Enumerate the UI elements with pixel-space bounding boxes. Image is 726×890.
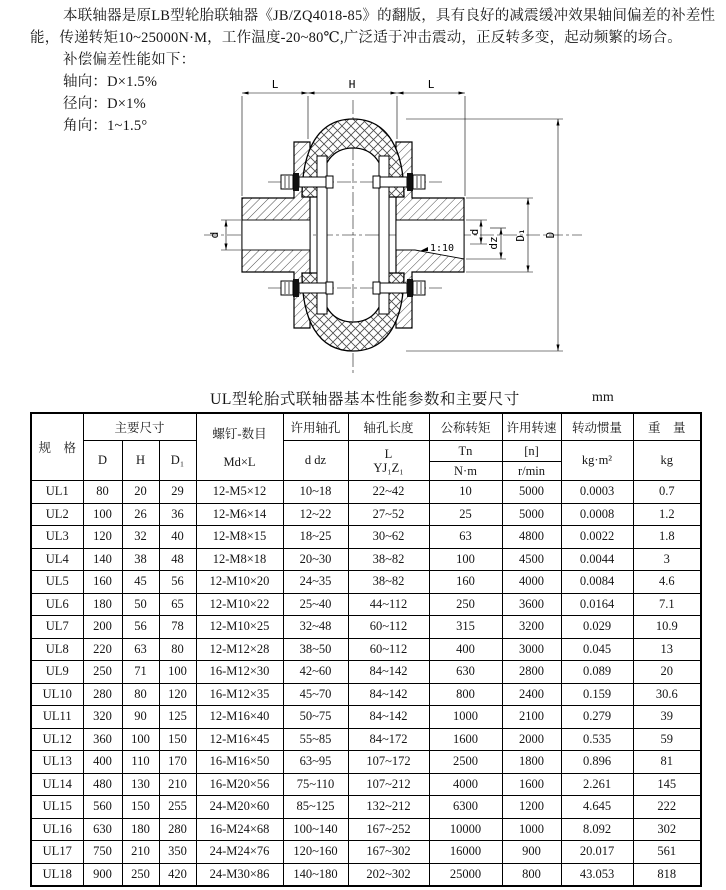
- header-D: D: [83, 441, 122, 481]
- table-cell: 12-M16×45: [196, 728, 283, 751]
- header-D1: D₁: [159, 441, 196, 481]
- table-cell: 180: [122, 818, 159, 841]
- table-cell: 315: [429, 616, 502, 639]
- table-cell: 350: [159, 841, 196, 864]
- table-cell: 1800: [502, 751, 561, 774]
- table-cell: 2800: [502, 661, 561, 684]
- table-cell: 3: [633, 548, 701, 571]
- table-cell: 0.0022: [561, 526, 633, 549]
- header-inertia-unit: kg·m²: [561, 441, 633, 481]
- table-cell: 222: [633, 796, 701, 819]
- table-cell: 45~70: [283, 683, 348, 706]
- table-cell: 4000: [502, 571, 561, 594]
- table-cell: 56: [159, 571, 196, 594]
- header-screws-sub: Md×L: [223, 455, 256, 469]
- table-cell: 255: [159, 796, 196, 819]
- row-spec: UL18: [31, 863, 83, 886]
- table-row: [31, 638, 701, 661]
- table-cell: 27~52: [348, 503, 429, 526]
- table-cell: 90: [122, 706, 159, 729]
- table-cell: 16-M12×35: [196, 683, 283, 706]
- table-cell: 16-M12×30: [196, 661, 283, 684]
- table-cell: 63: [122, 638, 159, 661]
- table-cell: 420: [159, 863, 196, 886]
- intro-line: 本联轴器是原LB型轮胎联轴器《JB/ZQ4018-85》的翻版，具有良好的减震缓冲效果轴间偏差的补差性: [63, 8, 716, 24]
- dim-label-D1: D₁: [514, 228, 527, 242]
- table-row: [31, 728, 701, 751]
- table-cell: 0.159: [561, 683, 633, 706]
- table-cell: 900: [83, 863, 122, 886]
- table-cell: 45: [122, 571, 159, 594]
- table-cell: 59: [633, 728, 701, 751]
- header-speed: 许用转速: [502, 413, 561, 441]
- table-cell: 302: [633, 818, 701, 841]
- table-cell: 20.017: [561, 841, 633, 864]
- table-cell: 630: [429, 661, 502, 684]
- table-cell: 140~180: [283, 863, 348, 886]
- table-cell: 16000: [429, 841, 502, 864]
- row-spec: UL8: [31, 638, 83, 661]
- table-cell: 130: [122, 773, 159, 796]
- table-cell: 630: [83, 818, 122, 841]
- table-body: [31, 481, 701, 887]
- table-cell: 22~42: [348, 481, 429, 504]
- table-cell: 12-M5×12: [196, 481, 283, 504]
- table-cell: 36: [159, 503, 196, 526]
- table-cell: 818: [633, 863, 701, 886]
- header-bore-length-YJZ: YJ₁Z₁: [373, 460, 404, 475]
- table-cell: 24-M30×86: [196, 863, 283, 886]
- table-cell: 32~48: [283, 616, 348, 639]
- table-cell: 0.279: [561, 706, 633, 729]
- header-bore-length-L: L: [384, 446, 393, 461]
- table-cell: 60~112: [348, 638, 429, 661]
- dim-label-d-right: d: [468, 228, 481, 236]
- table-cell: 200: [83, 616, 122, 639]
- table-cell: 120~160: [283, 841, 348, 864]
- table-cell: 80: [83, 481, 122, 504]
- table-cell: 800: [429, 683, 502, 706]
- table-cell: 18~25: [283, 526, 348, 549]
- table-cell: 20: [633, 661, 701, 684]
- table-row: [31, 818, 701, 841]
- dim-label-L-right: L: [427, 78, 435, 91]
- table-cell: 107~172: [348, 751, 429, 774]
- table-cell: 40: [159, 526, 196, 549]
- table-cell: 140: [83, 548, 122, 571]
- table-cell: 12-M12×28: [196, 638, 283, 661]
- angular-tolerance: 角向：1~1.5°: [63, 118, 148, 134]
- table-cell: 30.6: [633, 683, 701, 706]
- table-cell: 78: [159, 616, 196, 639]
- table-cell: 250: [429, 593, 502, 616]
- table-cell: 8.092: [561, 818, 633, 841]
- table-cell: 71: [122, 661, 159, 684]
- table-cell: 1000: [502, 818, 561, 841]
- header-weight: 重 量: [633, 413, 701, 441]
- table-cell: 84~142: [348, 661, 429, 684]
- table-cell: 7.1: [633, 593, 701, 616]
- table-cell: 50: [122, 593, 159, 616]
- table-cell: 2000: [502, 728, 561, 751]
- table-cell: 25~40: [283, 593, 348, 616]
- table-cell: 0.089: [561, 661, 633, 684]
- table-cell: 10~18: [283, 481, 348, 504]
- table-cell: 12-M8×15: [196, 526, 283, 549]
- table-cell: 250: [83, 661, 122, 684]
- row-spec: UL10: [31, 683, 83, 706]
- row-spec: UL7: [31, 616, 83, 639]
- row-spec: UL11: [31, 706, 83, 729]
- row-spec: UL3: [31, 526, 83, 549]
- table-cell: 250: [122, 863, 159, 886]
- table-cell: 6300: [429, 796, 502, 819]
- table-cell: 84~172: [348, 728, 429, 751]
- table-cell: 20~30: [283, 548, 348, 571]
- table-cell: 150: [159, 728, 196, 751]
- table-cell: 12-M16×40: [196, 706, 283, 729]
- table-cell: 43.053: [561, 863, 633, 886]
- table-cell: 400: [429, 638, 502, 661]
- table-cell: 12~22: [283, 503, 348, 526]
- table-cell: 10000: [429, 818, 502, 841]
- table-cell: 0.045: [561, 638, 633, 661]
- table-cell: 2400: [502, 683, 561, 706]
- table-cell: 25: [429, 503, 502, 526]
- table-cell: 16-M16×50: [196, 751, 283, 774]
- left-bore: [242, 220, 310, 250]
- row-spec: UL16: [31, 818, 83, 841]
- table-cell: 160: [83, 571, 122, 594]
- header-bore-length: 轴孔长度: [348, 413, 429, 441]
- row-spec: UL17: [31, 841, 83, 864]
- table-cell: 0.0008: [561, 503, 633, 526]
- table-cell: 24-M20×60: [196, 796, 283, 819]
- table-cell: 85~125: [283, 796, 348, 819]
- table-cell: 100: [429, 548, 502, 571]
- table-row: [31, 751, 701, 774]
- header-weight-unit: kg: [633, 441, 701, 481]
- table-row: [31, 593, 701, 616]
- table-cell: 4.6: [633, 571, 701, 594]
- table-row: [31, 863, 701, 886]
- coupling-section-diagram: [180, 75, 720, 380]
- row-spec: UL14: [31, 773, 83, 796]
- table-cell: 12-M10×22: [196, 593, 283, 616]
- table-unit: mm: [592, 390, 614, 405]
- table-cell: 0.0084: [561, 571, 633, 594]
- taper-label: 1:10: [430, 243, 455, 254]
- table-cell: 132~212: [348, 796, 429, 819]
- table-cell: 561: [633, 841, 701, 864]
- row-spec: UL4: [31, 548, 83, 571]
- table-cell: 900: [502, 841, 561, 864]
- dim-label-L-left: L: [271, 78, 279, 91]
- table-cell: 81: [633, 751, 701, 774]
- table-cell: 750: [83, 841, 122, 864]
- table-cell: 1600: [502, 773, 561, 796]
- table-cell: 800: [502, 863, 561, 886]
- table-cell: 100: [122, 728, 159, 751]
- table-row: [31, 616, 701, 639]
- header-torque: 公称转矩: [429, 413, 502, 441]
- table-cell: 60~112: [348, 616, 429, 639]
- header-inertia: 转动惯量: [561, 413, 633, 441]
- table-cell: 0.7: [633, 481, 701, 504]
- header-H: H: [122, 441, 159, 481]
- table-cell: 3000: [502, 638, 561, 661]
- table-cell: 26: [122, 503, 159, 526]
- table-cell: 38~82: [348, 548, 429, 571]
- row-spec: UL1: [31, 481, 83, 504]
- table-cell: 560: [83, 796, 122, 819]
- table-cell: 120: [83, 526, 122, 549]
- header-screws-label: 螺钉-数目: [212, 427, 267, 441]
- table-cell: 167~252: [348, 818, 429, 841]
- table-row: [31, 661, 701, 684]
- table-row: [31, 503, 701, 526]
- table-row: [31, 526, 701, 549]
- table-cell: 10: [429, 481, 502, 504]
- table-cell: 167~302: [348, 841, 429, 864]
- table-cell: 2500: [429, 751, 502, 774]
- table-cell: 29: [159, 481, 196, 504]
- table-cell: 75~110: [283, 773, 348, 796]
- parameters-table: [30, 412, 702, 887]
- table-cell: 38~82: [348, 571, 429, 594]
- table-cell: 145: [633, 773, 701, 796]
- table-cell: 56: [122, 616, 159, 639]
- table-row: [31, 571, 701, 594]
- table-cell: 170: [159, 751, 196, 774]
- row-spec: UL15: [31, 796, 83, 819]
- table-cell: 210: [122, 841, 159, 864]
- table-cell: 100~140: [283, 818, 348, 841]
- table-cell: 400: [83, 751, 122, 774]
- table-cell: 2.261: [561, 773, 633, 796]
- table-row: [31, 706, 701, 729]
- table-cell: 1.2: [633, 503, 701, 526]
- intro-line: 能，传递转矩10~25000N·M，工作温度-20~80℃,广泛适于冲击震动，正反转多变，起动频繁的场合。: [30, 30, 682, 46]
- table-cell: 107~212: [348, 773, 429, 796]
- table-cell: 84~142: [348, 683, 429, 706]
- table-row: [31, 481, 701, 504]
- row-spec: UL13: [31, 751, 83, 774]
- axial-tolerance: 轴向：D×1.5%: [63, 74, 158, 90]
- table-cell: 0.896: [561, 751, 633, 774]
- table-cell: 39: [633, 706, 701, 729]
- table-title: UL型轮胎式联轴器基本性能参数和主要尺寸: [210, 391, 520, 408]
- table-cell: 1600: [429, 728, 502, 751]
- dim-label-H: H: [348, 78, 356, 91]
- radial-tolerance: 径向：D×1%: [63, 96, 146, 112]
- table-cell: 12-M8×18: [196, 548, 283, 571]
- table-cell: 5000: [502, 481, 561, 504]
- table-cell: 150: [122, 796, 159, 819]
- table-cell: 84~142: [348, 706, 429, 729]
- header-speed-unit: r/min: [502, 462, 561, 481]
- table-cell: 100: [159, 661, 196, 684]
- table-cell: 220: [83, 638, 122, 661]
- table-cell: 16-M24×68: [196, 818, 283, 841]
- table-cell: 1200: [502, 796, 561, 819]
- table-cell: 1.8: [633, 526, 701, 549]
- table-cell: 12-M10×20: [196, 571, 283, 594]
- dim-label-D: D: [544, 231, 557, 239]
- table-cell: 202~302: [348, 863, 429, 886]
- table-cell: 50~75: [283, 706, 348, 729]
- table-cell: 63~95: [283, 751, 348, 774]
- table-row: [31, 548, 701, 571]
- table-cell: 44~112: [348, 593, 429, 616]
- table-cell: 38: [122, 548, 159, 571]
- table-cell: 0.0003: [561, 481, 633, 504]
- table-cell: 10.9: [633, 616, 701, 639]
- table-cell: 48: [159, 548, 196, 571]
- table-cell: 4.645: [561, 796, 633, 819]
- header-speed-symbol: [n]: [502, 441, 561, 462]
- row-spec: UL2: [31, 503, 83, 526]
- table-cell: 16-M20×56: [196, 773, 283, 796]
- intro-line: 补偿偏差性能如下：: [63, 52, 196, 68]
- table-cell: 4800: [502, 526, 561, 549]
- table-row: [31, 683, 701, 706]
- table-cell: 2100: [502, 706, 561, 729]
- table-cell: 4500: [502, 548, 561, 571]
- table-cell: 3600: [502, 593, 561, 616]
- table-cell: 65: [159, 593, 196, 616]
- header-torque-unit: N·m: [429, 462, 502, 481]
- table-cell: 0.535: [561, 728, 633, 751]
- table-row: [31, 796, 701, 819]
- table-cell: 32: [122, 526, 159, 549]
- table-cell: 80: [122, 683, 159, 706]
- table-cell: 280: [159, 818, 196, 841]
- table-cell: 55~85: [283, 728, 348, 751]
- table-row: [31, 773, 701, 796]
- header-bore: 许用轴孔: [283, 413, 348, 441]
- table-cell: 4000: [429, 773, 502, 796]
- dim-label-d-left: d: [208, 231, 221, 239]
- table-cell: 63: [429, 526, 502, 549]
- dim-label-dz: dz: [487, 236, 500, 250]
- table-cell: 25000: [429, 863, 502, 886]
- row-spec: UL5: [31, 571, 83, 594]
- table-cell: 210: [159, 773, 196, 796]
- header-spec: 规 格: [31, 413, 83, 481]
- header-bore-length-sub: [348, 441, 429, 481]
- table-row: [31, 841, 701, 864]
- header-screws: [196, 413, 283, 481]
- table-cell: 320: [83, 706, 122, 729]
- row-spec: UL6: [31, 593, 83, 616]
- row-spec: UL12: [31, 728, 83, 751]
- table-cell: 20: [122, 481, 159, 504]
- table-cell: 24-M24×76: [196, 841, 283, 864]
- table-cell: 0.0164: [561, 593, 633, 616]
- header-bore-sub: d dz: [283, 441, 348, 481]
- table-cell: 80: [159, 638, 196, 661]
- table-cell: 120: [159, 683, 196, 706]
- header-torque-symbol: Tn: [429, 441, 502, 462]
- table-cell: 1000: [429, 706, 502, 729]
- table-cell: 12-M10×25: [196, 616, 283, 639]
- table-cell: 38~50: [283, 638, 348, 661]
- row-spec: UL9: [31, 661, 83, 684]
- table-cell: 360: [83, 728, 122, 751]
- table-cell: 0.0044: [561, 548, 633, 571]
- header-main-dims: 主要尺寸: [83, 413, 196, 441]
- table-cell: 100: [83, 503, 122, 526]
- table-cell: 5000: [502, 503, 561, 526]
- table-cell: 24~35: [283, 571, 348, 594]
- table-cell: 12-M6×14: [196, 503, 283, 526]
- table-cell: 30~62: [348, 526, 429, 549]
- table-cell: 180: [83, 593, 122, 616]
- table-cell: 480: [83, 773, 122, 796]
- table-cell: 110: [122, 751, 159, 774]
- table-cell: 13: [633, 638, 701, 661]
- table-cell: 280: [83, 683, 122, 706]
- table-cell: 125: [159, 706, 196, 729]
- table-cell: 0.029: [561, 616, 633, 639]
- table-cell: 3200: [502, 616, 561, 639]
- table-cell: 42~60: [283, 661, 348, 684]
- table-cell: 160: [429, 571, 502, 594]
